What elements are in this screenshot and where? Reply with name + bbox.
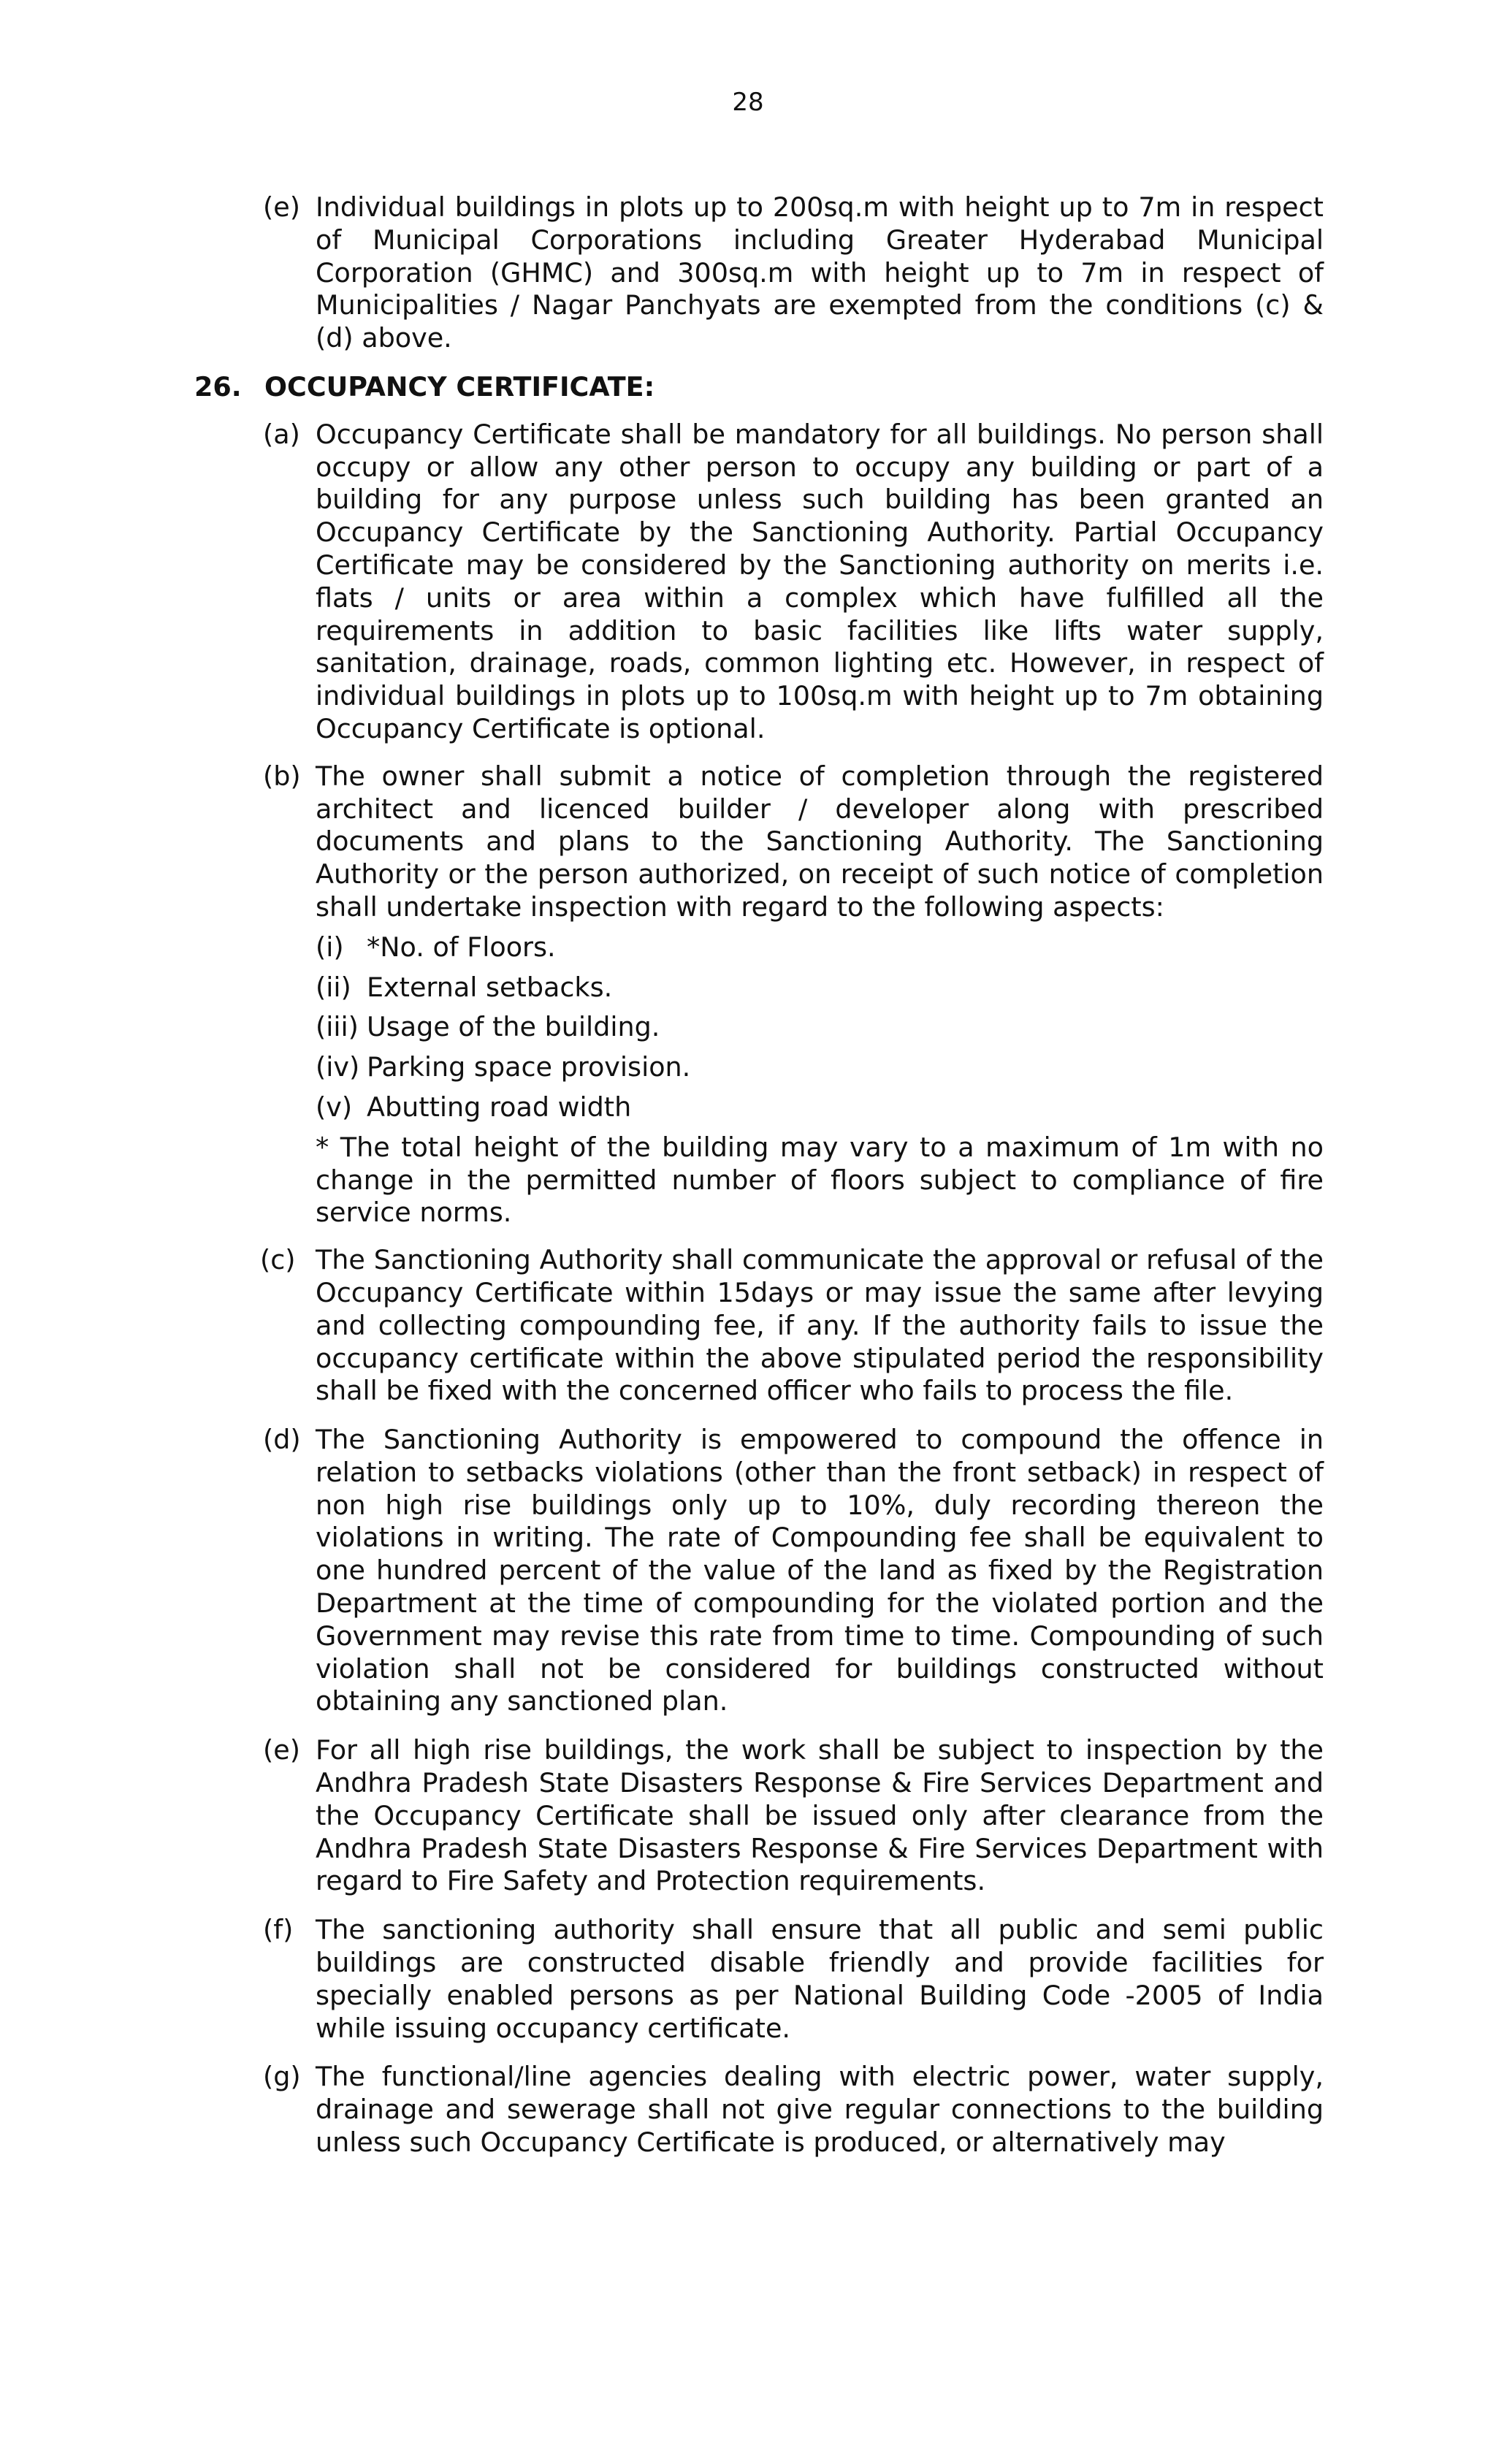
clause-26e	[194, 1734, 1324, 1898]
clause-26d	[194, 1424, 1324, 1718]
clause-text: Individual buildings in plots up to 200sq.m with height up to 7m in respect of Municipal Corporations including Greater Hyderabad Municipal Corporation (GHMC) and 300sq.m with height up to 7m in respect of Municipalities / Nagar Panchyats are exempted from the conditions (c) & (d) above.	[316, 191, 1324, 354]
list-item-text: Parking space provision.	[367, 1051, 691, 1083]
section-heading-26	[194, 371, 1324, 404]
clause-label: (d)	[263, 1424, 301, 1456]
clause-label: (b)	[263, 760, 301, 792]
list-item-text: External setbacks.	[367, 971, 613, 1003]
list-item	[316, 1051, 1324, 1084]
list-item-label: (ii)	[316, 971, 351, 1003]
footnote-height: * The total height of the building may vary to a maximum of 1m with no change in the permitted number of floors subject to compliance of fire service norms.	[316, 1131, 1324, 1229]
list-item	[316, 1011, 1324, 1044]
clause-26f	[194, 1914, 1324, 2045]
clause-label: (g)	[263, 2061, 301, 2093]
document-body	[194, 191, 1324, 2159]
clause-label: (f)	[263, 1914, 294, 1946]
clause-text: The Sanctioning Authority shall communicate the approval or refusal of the Occupancy Certificate within 15days or may issue the same after levying and collecting compounding fee, if any. If the authority fails to issue the occupancy certificate within the above stipulated period the responsibility shall be fixed with the concerned officer who fails to process the file.	[316, 1244, 1324, 1407]
clause-label: (e)	[263, 191, 300, 223]
clause-text: Occupancy Certificate shall be mandatory for all buildings. No person shall occupy or allow any other person to occupy any building or part of a building for any purpose unless such building has been granted an Occupancy Certificate by the Sanctioning Authority. Partial Occupancy Certificate may be considered by the Sanctioning authority on merits i.e. flats / units or area within a complex which have fulfilled all the requirements in addition to basic facilities like lifts water supply, sanitation, drainage, roads, common lighting etc. However, in respect of individual buildings in plots up to 100sq.m with height up to 7m obtaining Occupancy Certificate is optional.	[316, 418, 1324, 744]
clause-text: The owner shall submit a notice of completion through the registered architect and licenced builder / developer along with prescribed documents and plans to the Sanctioning Authority. The Sanctioning Authority or the person authorized, on receipt of such notice of completion shall undertake inspection with regard to the following aspects:	[316, 760, 1324, 923]
clause-label: (e)	[263, 1734, 300, 1766]
clause-text: The sanctioning authority shall ensure that all public and semi public buildings are constructed disable friendly and provide facilities for specially enabled persons as per National Building Code -2005 of India while issuing occupancy certificate.	[316, 1914, 1324, 2044]
list-item	[316, 931, 1324, 964]
clause-26c	[194, 1244, 1324, 1408]
list-item-label: (v)	[316, 1091, 353, 1123]
clause-label: (c)	[260, 1244, 296, 1276]
list-item	[316, 972, 1324, 1004]
clause-26g	[194, 2061, 1324, 2159]
clause-25e	[194, 191, 1324, 355]
list-item	[316, 1091, 1324, 1124]
list-item-label: (iv)	[316, 1051, 360, 1083]
clause-26a	[194, 419, 1324, 746]
list-item-text: Usage of the building.	[367, 1011, 660, 1043]
clause-text: The Sanctioning Authority is empowered to compound the offence in relation to setbacks violations (other than the front setback) in respect of non high rise buildings only up to 10%, duly recording thereon the violations in writing. The rate of Compounding fee shall be equivalent to one hundred percent of the value of the land as fixed by the Registration Department at the time of compounding for the violated portion and the Government may revise this rate from time to time. Compounding of such violation shall not be considered for buildings constructed without obtaining any sanctioned plan.	[316, 1424, 1324, 1717]
list-item-text: Abutting road width	[367, 1091, 632, 1123]
inspection-aspects-list	[316, 931, 1324, 1124]
list-item-label: (i)	[316, 931, 344, 963]
clause-text: The functional/line agencies dealing with electric power, water supply, drainage and sewerage shall not give regular connections to the building unless such Occupancy Certificate is produced, or alternatively may	[316, 2061, 1324, 2159]
list-item-label: (iii)	[316, 1011, 359, 1043]
list-item-text: *No. of Floors.	[367, 931, 556, 963]
clause-label: (a)	[263, 418, 300, 450]
clause-26b	[194, 760, 1324, 1229]
section-title: OCCUPANCY CERTIFICATE:	[264, 370, 655, 403]
clause-text: For all high rise buildings, the work shall be subject to inspection by the Andhra Pradesh State Disasters Response & Fire Services Department and the Occupancy Certificate shall be issued only after clearance from the Andhra Pradesh State Disasters Response & Fire Services Department with regard to Fire Safety and Protection requirements.	[316, 1734, 1324, 1897]
section-number: 26.	[194, 370, 242, 403]
page-number: 28	[732, 88, 764, 117]
